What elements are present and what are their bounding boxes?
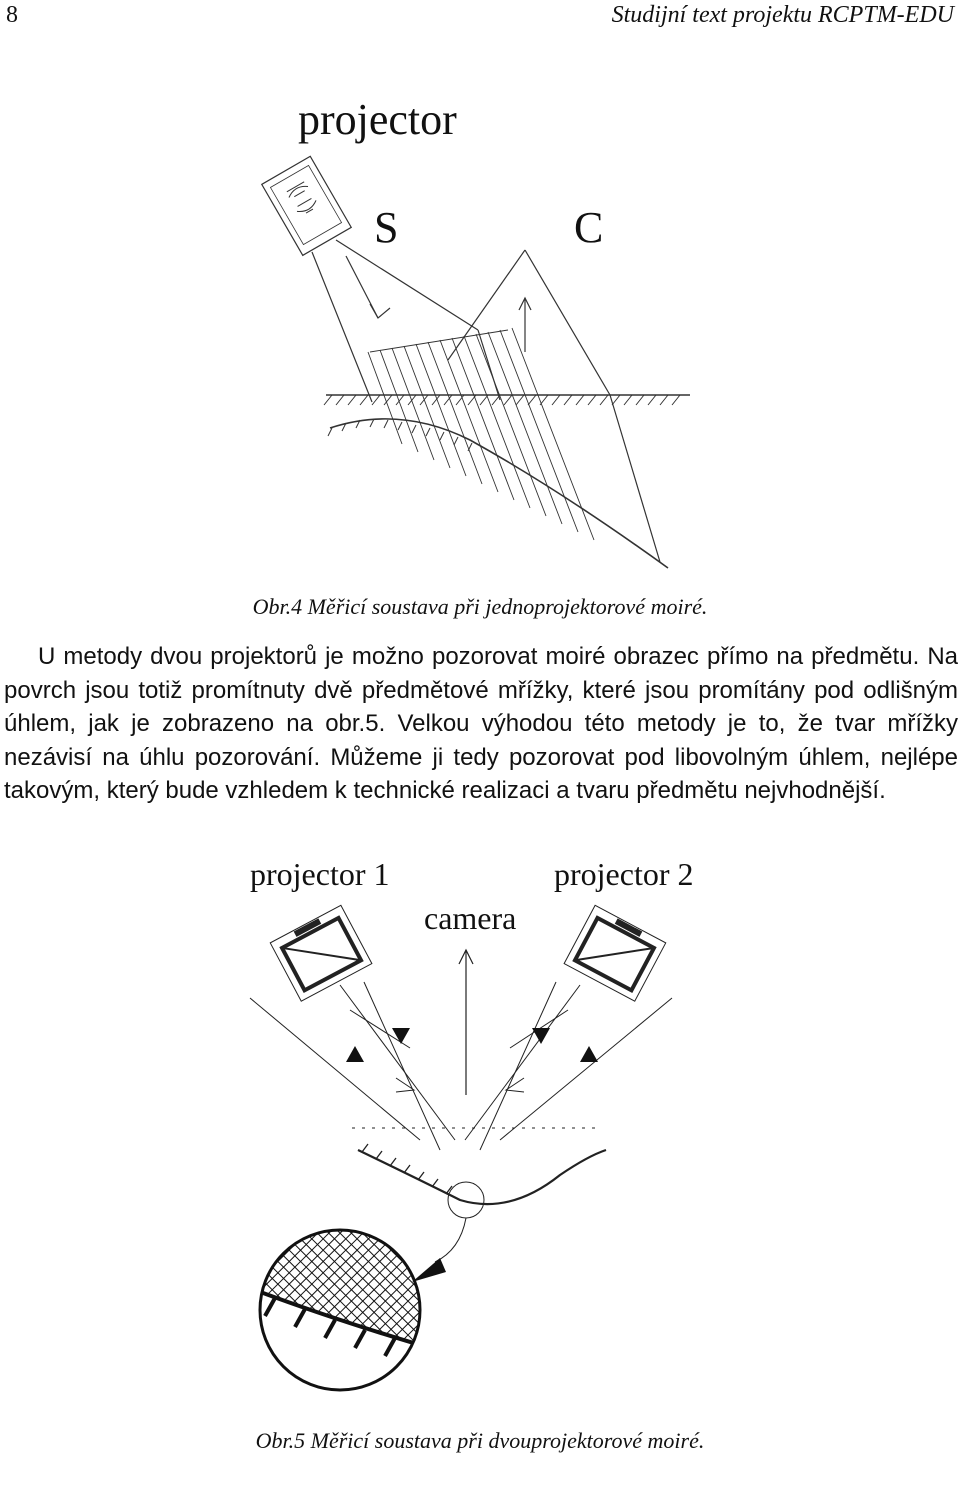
zoom-arrowhead xyxy=(412,1258,446,1282)
projector-2-label: projector 2 xyxy=(554,856,694,892)
label-s: S xyxy=(374,203,399,252)
grating-markers xyxy=(346,1028,598,1062)
object-surface-hatch xyxy=(362,1144,452,1194)
projector-label: projector xyxy=(298,95,457,144)
zoom-connector xyxy=(435,1218,466,1262)
page-number: 8 xyxy=(6,2,18,28)
projector-1-label: projector 1 xyxy=(250,856,390,892)
body-paragraph: U metody dvou projektorů je možno pozorovat moiré obrazec přímo na předmětu. Na povrch jsou totiž promítnuty dvě předmětové mřížky, které jsou promítány pod odlišným úhlem, jak je zobrazeno na obr.5. Velkou výhodou této metody je to, že tvar mřížky nezávisí na úhlu pozorování. Můžeme ji tedy pozorovat pod libovolným úhlem, nejlépe takovým, který bude vzhledem k technické realizaci a tvaru předmětu nejvhodnější. xyxy=(4,643,958,804)
running-header: Studijní text projektu RCPTM-EDU xyxy=(611,2,954,28)
camera-label: camera xyxy=(424,900,517,936)
reference-plane-hatch xyxy=(324,395,680,405)
projection-beam xyxy=(312,240,478,402)
projector-1-beams xyxy=(250,982,455,1150)
figure-two-projectors xyxy=(0,850,960,1453)
detail-magnified-grid xyxy=(250,1220,430,1420)
camera-cone xyxy=(448,250,610,395)
figure-single-projector xyxy=(0,60,960,620)
object-surface xyxy=(330,419,668,568)
projector-2-beams xyxy=(465,982,672,1150)
label-c: C xyxy=(574,203,604,252)
single-projector-diagram xyxy=(0,60,960,620)
two-projector-diagram xyxy=(0,850,960,1450)
zoom-circle xyxy=(448,1182,484,1218)
figure4-caption: Obr.4 Měřicí soustava při jednoprojektorové moiré. xyxy=(252,594,708,619)
projector-2 xyxy=(564,905,666,1001)
projector-1 xyxy=(270,905,372,1001)
figure5-caption: Obr.5 Měřicí soustava při dvouprojektorové moiré. xyxy=(255,1428,705,1453)
grating-lines xyxy=(368,328,594,540)
camera-axis xyxy=(459,950,473,1095)
